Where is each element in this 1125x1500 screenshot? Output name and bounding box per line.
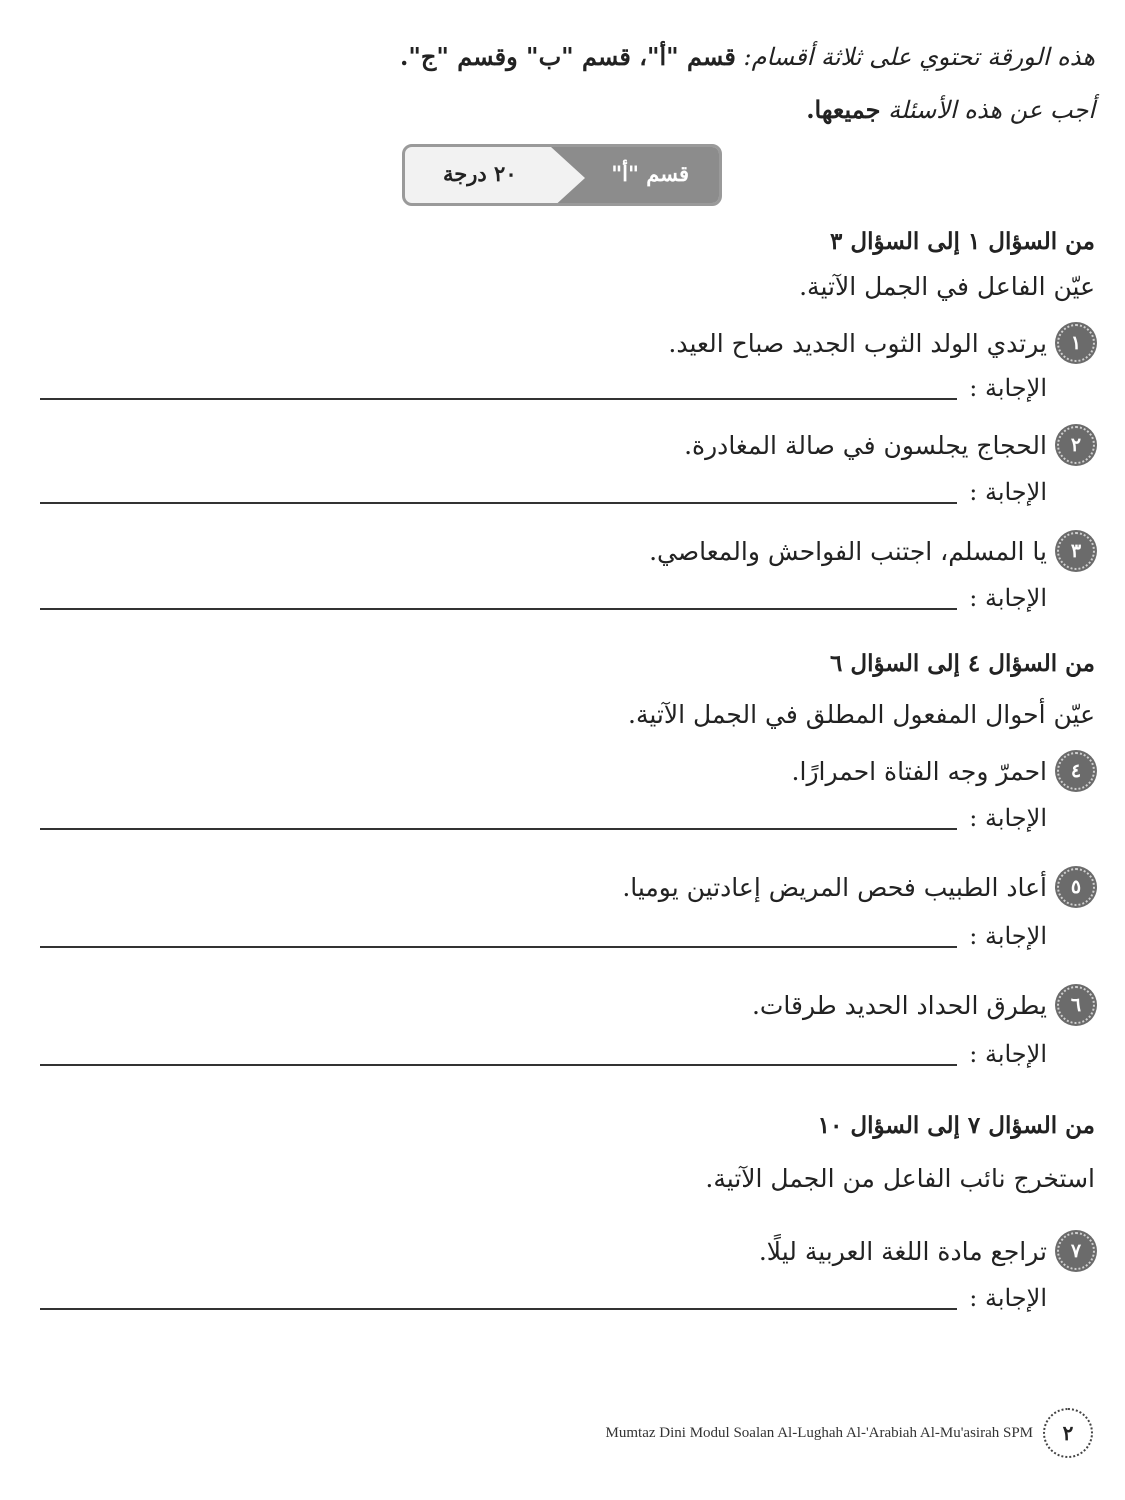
group-instruction-1: عيّن الفاعل في الجمل الآتية.: [799, 272, 1095, 301]
group-heading-1: من السؤال ١ إلى السؤال ٣: [830, 228, 1095, 255]
group-heading-3: من السؤال ٧ إلى السؤال ١٠: [817, 1112, 1095, 1139]
question-1: [668, 324, 1095, 362]
answer-label-5: الإجابة :: [969, 922, 1047, 950]
intro-sections: قسم "أ"، قسم "ب" وقسم "ج".: [400, 42, 736, 71]
answer-line-6[interactable]: [40, 1064, 957, 1066]
intro-instruction-bold: جميعها.: [806, 95, 881, 124]
group-instruction-2: عيّن أحوال المفعول المطلق في الجمل الآتية.: [628, 700, 1095, 729]
question-7: [759, 1232, 1095, 1270]
question-text: يا المسلم، اجتنب الفواحش والمعاصي.: [649, 536, 1047, 566]
question-text: الحجاج يجلسون في صالة المغادرة.: [684, 430, 1047, 460]
question-number-badge: ٦: [1057, 986, 1095, 1024]
intro-text: هذه الورقة تحتوي على ثلاثة أقسام:: [735, 43, 1095, 71]
section-banner: [402, 144, 722, 206]
intro-line-1: [400, 42, 1095, 71]
question-number-badge: ٤: [1057, 752, 1095, 790]
question-3: [649, 532, 1095, 570]
question-number-badge: ١: [1057, 324, 1095, 362]
answer-label-2: الإجابة :: [969, 478, 1047, 506]
question-6: [752, 986, 1095, 1024]
question-number-badge: ٧: [1057, 1232, 1095, 1270]
section-marks: ٢٠ درجة: [443, 161, 517, 186]
question-text: أعاد الطبيب فحص المريض إعادتين يوميا.: [622, 872, 1047, 902]
answer-line-2[interactable]: [40, 502, 957, 504]
section-label: قسم "أ": [611, 161, 689, 186]
question-2: [684, 426, 1095, 464]
answer-label-1: الإجابة :: [969, 374, 1047, 402]
answer-line-1[interactable]: [40, 398, 957, 400]
answer-line-7[interactable]: [40, 1308, 957, 1310]
answer-line-4[interactable]: [40, 828, 957, 830]
question-number-badge: ٢: [1057, 426, 1095, 464]
answer-label-6: الإجابة :: [969, 1040, 1047, 1068]
answer-label-4: الإجابة :: [969, 804, 1047, 832]
question-5: [622, 868, 1095, 906]
question-number-badge: ٥: [1057, 868, 1095, 906]
question-text: احمرّ وجه الفتاة احمرارًا.: [791, 756, 1047, 786]
intro-line-2: [806, 95, 1095, 124]
question-4: [792, 752, 1095, 790]
answer-label-7: الإجابة :: [969, 1284, 1047, 1312]
group-instruction-3: استخرج نائب الفاعل من الجمل الآتية.: [705, 1164, 1095, 1193]
answer-label-3: الإجابة :: [969, 584, 1047, 612]
question-text: يرتدي الولد الثوب الجديد صباح العيد.: [668, 328, 1047, 358]
book-title: Mumtaz Dini Modul Soalan Al-Lughah Al-'Arabiah Al-Mu'asirah SPM: [605, 1424, 1033, 1441]
answer-line-5[interactable]: [40, 946, 957, 948]
answer-line-3[interactable]: [40, 608, 957, 610]
group-heading-2: من السؤال ٤ إلى السؤال ٦: [830, 650, 1095, 677]
page-footer: [606, 1408, 1093, 1458]
question-text: تراجع مادة اللغة العربية ليلًا.: [758, 1236, 1047, 1266]
question-text: يطرق الحداد الحديد طرقات.: [751, 990, 1047, 1020]
question-number-badge: ٣: [1057, 532, 1095, 570]
page-number: ٢: [1043, 1408, 1093, 1458]
intro-instruction: أجب عن هذه الأسئلة: [880, 96, 1095, 124]
